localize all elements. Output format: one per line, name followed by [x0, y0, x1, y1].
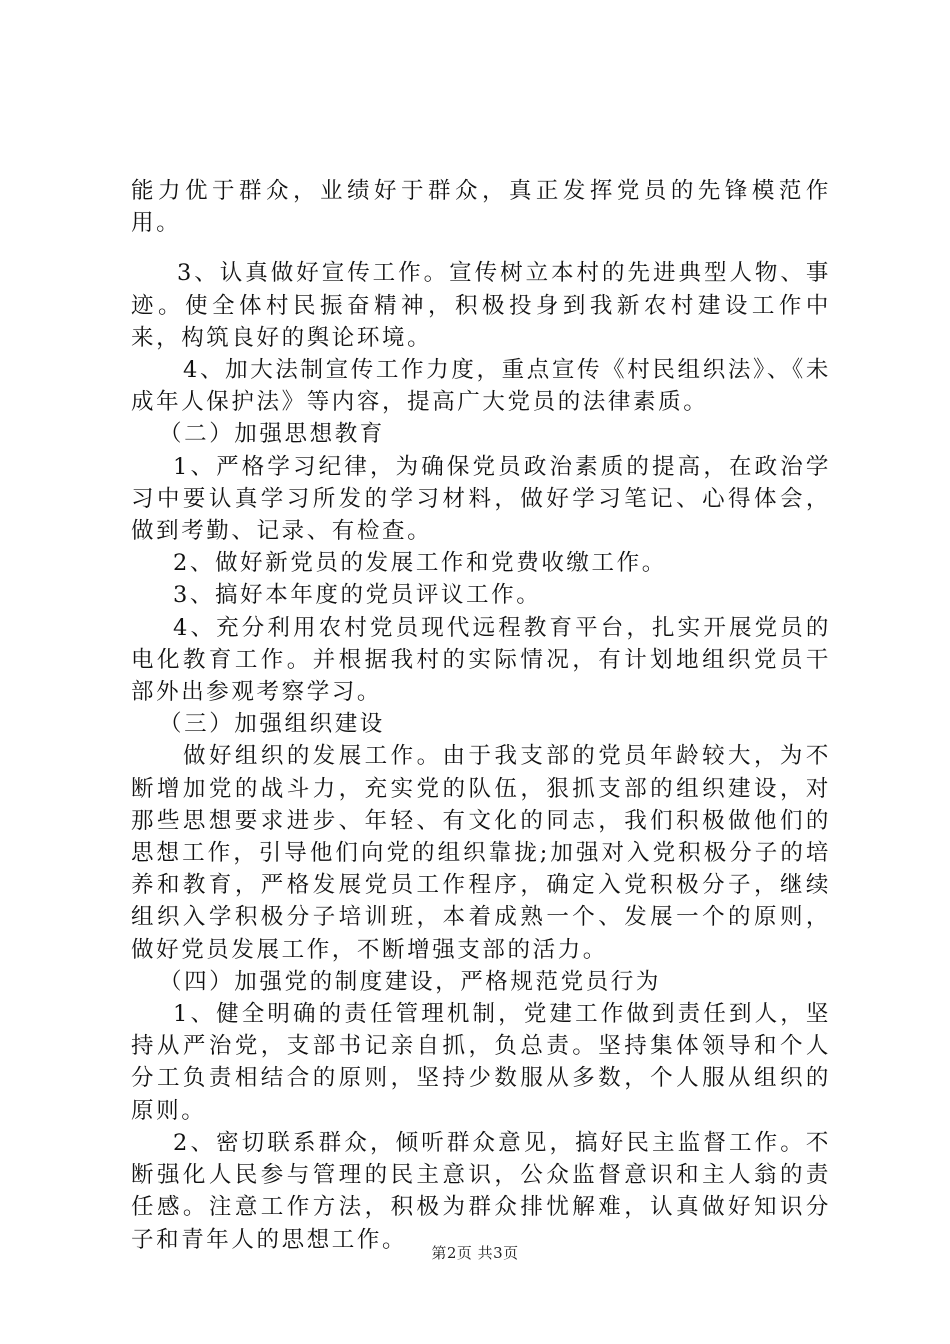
paragraph-responsibility-mechanism: 1、健全明确的责任管理机制，党建工作做到责任到人，坚持从严治党，支部书记亲自抓，负总责。坚持集体领导和个人分工负责相结合的原则，坚持少数服从多数，个人服从组织的原则。: [131, 1001, 831, 1124]
section-heading-organization: （三）加强组织建设: [159, 711, 385, 738]
paragraph-legal-publicity: 4、加大法制宣传工作力度，重点宣传《村民组织法》、《未成年人保护法》等内容，提高广大党员的法律素质。: [131, 357, 831, 416]
paragraph-publicity-work: 3、认真做好宣传工作。宣传树立本村的先进典型人物、事迹。使全体村民振奋精神，积极投身到我新农村建设工作中来，构筑良好的舆论环境。: [131, 260, 831, 351]
document-body: [131, 175, 831, 1256]
paragraph-organization-development: 做好组织的发展工作。由于我支部的党员年龄较大，为不断增加党的战斗力，充实党的队伍，狠抓支部的组织建设，对那些思想要求进步、年轻、有文化的同志，我们积极做他们的思想工作，引导他们向党的组织靠拢;加强对入党积极分子的培养和教育，严格发展党员工作程序，确定入党积极分子，继续组织入学积极分子培训班，本着成熟一个、发展一个的原则，做好党员发展工作，不断增强支部的活力。: [131, 743, 831, 963]
paragraph-study-discipline: 1、严格学习纪律，为确保党员政治素质的提高，在政治学习中要认真学习所发的学习材料，做好学习笔记、心得体会，做到考勤、记录、有检查。: [131, 453, 831, 545]
section-heading-institution: （四）加强党的制度建设，严格规范党员行为: [159, 968, 662, 995]
paragraph-mass-contact: 2、密切联系群众，倾听群众意见，搞好民主监督工作。不断强化人民参与管理的民主意识，公众监督意识和主人翁的责任感。注意工作方法，积极为群众排忧解难，认真做好知识分子和青年人的思想工作。: [131, 1129, 831, 1253]
paragraph-member-review: 3、搞好本年度的党员评议工作。: [173, 582, 542, 609]
paragraph-continuation: 能力优于群众，业绩好于群众，真正发挥党员的先锋模范作用。: [131, 178, 831, 237]
paragraph-remote-education: 4、充分利用农村党员现代远程教育平台，扎实开展党员的电化教育工作。并根据我村的实际情况，有计划地组织党员干部外出参观考察学习。: [131, 614, 831, 706]
paragraph-new-members: 2、做好新党员的发展工作和党费收缴工作。: [173, 550, 667, 577]
section-heading-ideology: （二）加强思想教育: [159, 421, 385, 448]
page-footer: 第2页 共3页: [431, 1244, 519, 1262]
